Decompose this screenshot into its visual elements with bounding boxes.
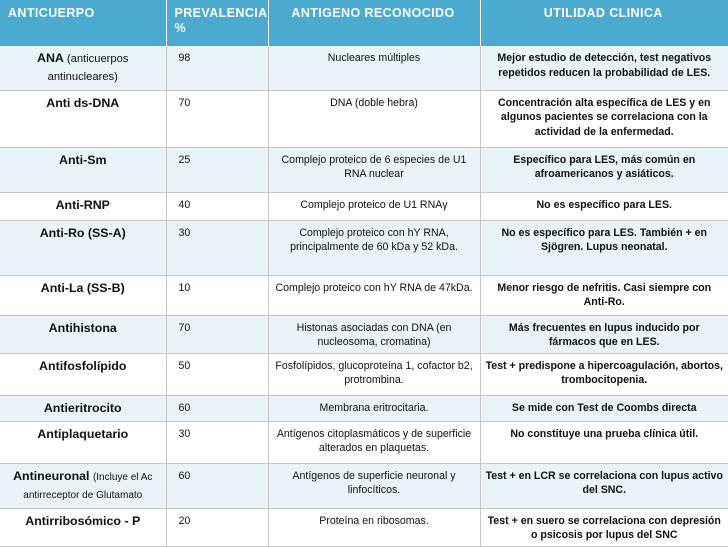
prevalence-cell: 30 bbox=[166, 220, 268, 275]
antibody-name-cell bbox=[0, 421, 166, 463]
antibody-name: Anti-Ro (SS-A) bbox=[39, 225, 126, 240]
antigen-cell: Fosfolípidos, glucoproteína 1, cofactor b2, protrombina. bbox=[268, 353, 480, 395]
antibody-name-cell bbox=[0, 90, 166, 147]
antigen-cell: Complejo proteico de U1 RNAγ bbox=[268, 192, 480, 220]
prevalence-cell: 98 bbox=[166, 46, 268, 90]
antibody-name: Anti-Sm bbox=[59, 152, 107, 167]
utility-cell: No es específico para LES. También + en Sjögren. Lupus neonatal. bbox=[480, 220, 728, 275]
prevalence-cell: 30 bbox=[166, 421, 268, 463]
utility-cell: Mejor estudio de detección, test negativos repetidos reducen la probabilidad de LES. bbox=[480, 46, 728, 90]
utility-cell: Test + predispone a hipercoagulación, abortos, trombocitopenia. bbox=[480, 353, 728, 395]
table-row bbox=[0, 463, 728, 508]
table-row bbox=[0, 46, 728, 90]
antigen-cell: Nucleares múltiples bbox=[268, 46, 480, 90]
table-row bbox=[0, 147, 728, 192]
antibody-name-cell bbox=[0, 508, 166, 546]
antigen-cell: Complejo proteico de 6 especies de U1 RNA nuclear bbox=[268, 147, 480, 192]
antigen-cell: Antígenos citoplasmáticos y de superficie alterados en plaquetas. bbox=[268, 421, 480, 463]
antigen-cell: Membrana eritrocitaria. bbox=[268, 395, 480, 421]
utility-cell: Concentración alta específica de LES y en algunos pacientes se correlaciona con la actividad de la enfermedad. bbox=[480, 90, 728, 147]
antibody-name-cell bbox=[0, 192, 166, 220]
table-row bbox=[0, 421, 728, 463]
header-antigeno: ANTIGENO RECONOCIDO bbox=[268, 0, 480, 46]
prevalence-cell: 50 bbox=[166, 353, 268, 395]
utility-cell: No constituye una prueba clínica útil. bbox=[480, 421, 728, 463]
antigen-cell: DNA (doble hebra) bbox=[268, 90, 480, 147]
table-row bbox=[0, 508, 728, 546]
antibody-name: Anti-RNP bbox=[55, 197, 110, 212]
antigen-cell: Proteína en ribosomas. bbox=[268, 508, 480, 546]
antigen-cell: Histonas asociadas con DNA (en nucleosoma, cromatina) bbox=[268, 315, 480, 353]
prevalence-cell: 60 bbox=[166, 463, 268, 508]
table-row bbox=[0, 192, 728, 220]
prevalence-cell: 10 bbox=[166, 275, 268, 315]
prevalence-cell: 20 bbox=[166, 508, 268, 546]
header-prevalencia: PREVALENCIA % bbox=[166, 0, 268, 46]
antibody-name: Antifosfolípido bbox=[39, 358, 127, 373]
antibody-name-cell bbox=[0, 147, 166, 192]
prevalence-cell: 60 bbox=[166, 395, 268, 421]
header-utilidad: UTILIDAD CLINICA bbox=[480, 0, 728, 46]
antibody-name-note: (Incluye el Ac antirreceptor de Glutamato bbox=[23, 471, 153, 501]
table-header bbox=[0, 0, 728, 46]
antibody-name: Antieritrocito bbox=[43, 400, 122, 415]
table-row bbox=[0, 275, 728, 315]
antibody-name: Antineuronal bbox=[13, 468, 90, 483]
antibody-name: Anti-La (SS-B) bbox=[40, 280, 125, 295]
prevalence-cell: 40 bbox=[166, 192, 268, 220]
table-row bbox=[0, 220, 728, 275]
antibody-name-cell bbox=[0, 353, 166, 395]
antigen-cell: Complejo proteico con hY RNA de 47kDa. bbox=[268, 275, 480, 315]
antibody-name: Antirribosómico - P bbox=[25, 513, 141, 528]
utility-cell: Más frecuentes en lupus inducido por fármacos que en LES. bbox=[480, 315, 728, 353]
header-row bbox=[0, 0, 728, 46]
utility-cell: Test + en LCR se correlaciona con lupus activo del SNC. bbox=[480, 463, 728, 508]
antibody-name: ANA bbox=[37, 51, 64, 65]
header-anticuerpo: ANTICUERPO bbox=[0, 0, 166, 46]
table-row bbox=[0, 395, 728, 421]
antibody-name-note: (anticuerpos antinucleares) bbox=[47, 53, 129, 83]
table-row bbox=[0, 315, 728, 353]
table-row bbox=[0, 353, 728, 395]
utility-cell: Se mide con Test de Coombs directa bbox=[480, 395, 728, 421]
antibody-name-cell bbox=[0, 220, 166, 275]
utility-cell: Específico para LES, más común en afroamericanos y asiáticos. bbox=[480, 147, 728, 192]
prevalence-cell: 70 bbox=[166, 315, 268, 353]
antibody-name-cell bbox=[0, 275, 166, 315]
utility-cell: Menor riesgo de nefritis. Casi siempre con Anti-Ro. bbox=[480, 275, 728, 315]
antibody-name: Anti ds-DNA bbox=[46, 95, 120, 110]
prevalence-cell: 70 bbox=[166, 90, 268, 147]
antibody-name-cell bbox=[0, 315, 166, 353]
utility-cell: Test + en suero se correlaciona con depresión o psicosis por lupus del SNC bbox=[480, 508, 728, 546]
antigen-cell: Antígenos de superficie neuronal y linfocíticos. bbox=[268, 463, 480, 508]
antibody-name: Antiplaquetario bbox=[37, 426, 129, 441]
table-row bbox=[0, 90, 728, 147]
utility-cell: No es específico para LES. bbox=[480, 192, 728, 220]
antigen-cell: Complejo proteico con hY RNA, principalmente de 60 kDa y 52 kDa. bbox=[268, 220, 480, 275]
antibody-name-cell bbox=[0, 395, 166, 421]
antibody-name-cell bbox=[0, 463, 166, 508]
antibody-name-cell bbox=[0, 46, 166, 90]
prevalence-cell: 25 bbox=[166, 147, 268, 192]
antibody-name: Antihistona bbox=[48, 320, 117, 335]
